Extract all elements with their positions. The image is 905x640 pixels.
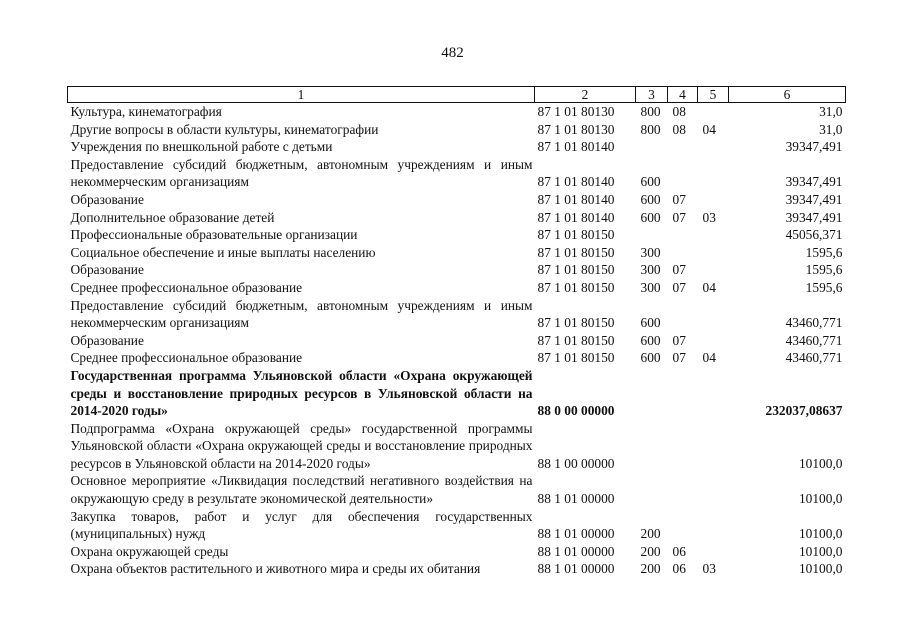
table-row [68,543,846,561]
row-code: 88 1 01 00000 [537,526,615,542]
row-subsection [698,138,729,156]
row-expense-type: 300 [640,279,661,295]
table-row [68,121,846,139]
row-code: 87 1 01 80150 [537,332,615,348]
row-expense-type: 200 [640,543,661,559]
row-section: 06 [672,543,686,559]
row-expense-type: 300 [640,244,661,260]
row-code: 88 1 01 00000 [537,561,615,577]
row-name: Образование [70,332,144,348]
header-col-2: 2 [535,87,636,103]
row-section [668,297,698,332]
row-amount: 10100,0 [798,543,843,559]
row-expense-type [636,226,668,244]
row-expense-type: 600 [640,174,661,190]
row-section: 08 [672,121,686,137]
row-section: 06 [672,561,686,577]
row-subsection [698,508,729,543]
row-subsection [698,261,729,279]
row-section [668,138,698,156]
row-name: Дополнительное образование детей [70,209,275,225]
table-row [68,332,846,350]
row-subsection [698,191,729,209]
row-amount: 39347,491 [785,191,843,207]
row-expense-type: 800 [640,104,661,119]
row-code: 87 1 01 80140 [537,209,615,225]
row-amount: 10100,0 [798,491,843,507]
row-section: 07 [672,279,686,295]
row-section: 07 [672,262,686,278]
row-expense-type: 600 [640,332,661,348]
row-code: 87 1 01 80130 [537,121,615,137]
row-section: 07 [672,191,686,207]
row-amount: 39347,491 [785,139,843,155]
row-code: 88 1 01 00000 [537,543,615,559]
row-amount: 43460,771 [785,315,843,331]
table-row [68,261,846,279]
row-section [668,156,698,191]
row-subsection: 04 [702,121,716,137]
table-row [68,103,846,121]
row-subsection: 04 [702,279,716,295]
row-amount: 39347,491 [785,209,843,225]
row-name: Среднее профессиональное образование [70,350,303,366]
row-section [668,226,698,244]
table-row [68,279,846,297]
row-amount: 1595,6 [805,244,843,260]
row-name: Закупка товаров, работ и услуг для обеспечения государственных (муниципальных) нужд [70,508,533,542]
row-expense-type: 300 [640,262,661,278]
table-row [68,420,846,473]
row-section: 07 [672,209,686,225]
row-section: 07 [672,350,686,366]
row-subsection [698,103,729,121]
table-row [68,472,846,507]
row-expense-type [636,420,668,473]
row-name: Охрана окружающей среды [70,543,229,559]
row-amount: 10100,0 [798,455,843,471]
row-amount: 43460,771 [785,350,843,366]
row-subsection [698,472,729,507]
table-row [68,156,846,191]
row-subsection [698,367,729,420]
row-name: Профессиональные образовательные организации [70,227,358,243]
row-amount: 10100,0 [798,526,843,542]
table-row [68,191,846,209]
header-col-6: 6 [729,87,846,103]
row-section: 08 [672,104,686,119]
row-expense-type: 200 [640,526,661,542]
row-subsection [698,543,729,561]
row-code: 87 1 01 80130 [537,104,615,119]
row-amount: 45056,371 [785,227,843,243]
table-header [68,87,846,103]
row-name: Социальное обеспечение и иные выплаты населению [70,244,376,260]
table-row [68,297,846,332]
row-amount: 1595,6 [805,262,843,278]
row-section [668,244,698,262]
row-section [668,420,698,473]
row-code: 87 1 01 80150 [537,315,615,331]
row-amount: 43460,771 [785,332,843,348]
table-row [68,508,846,543]
page-number: 482 [441,45,464,61]
row-amount: 39347,491 [785,174,843,190]
row-expense-type: 600 [640,350,661,366]
row-name: Культура, кинематография [70,104,222,119]
row-code: 87 1 01 80150 [537,262,615,278]
row-subsection [698,156,729,191]
row-expense-type [636,367,668,420]
row-code: 88 1 00 00000 [537,455,615,471]
row-expense-type: 800 [640,121,661,137]
row-name: Основное мероприятие «Ликвидация последствий негативного воздействия на окружающую среду в результате экономической деятельности» [70,473,533,507]
row-code: 87 1 01 80140 [537,174,615,190]
row-code: 87 1 01 80140 [537,191,615,207]
table-body [68,103,846,579]
row-code: 88 0 00 00000 [537,403,615,419]
row-amount: 10100,0 [798,561,843,577]
row-amount: 31,0 [819,121,843,137]
row-expense-type [636,472,668,507]
row-subsection [698,332,729,350]
row-code: 87 1 01 80140 [537,139,615,155]
row-name: Образование [70,191,144,207]
row-name: Государственная программа Ульяновской области «Охрана окружающей среды и восстановление природных ресурсов в Ульяновской области на 2014-2020 годы» [70,367,533,419]
row-code: 87 1 01 80150 [537,350,615,366]
row-subsection [698,297,729,332]
budget-table [67,86,846,578]
table-row [68,226,846,244]
row-section: 07 [672,332,686,348]
row-code: 88 1 01 00000 [537,491,615,507]
row-subsection [698,420,729,473]
table-row [68,560,846,578]
row-expense-type [636,138,668,156]
row-name: Учреждения по внешкольной работе с детьми [70,139,333,155]
header-row [68,87,846,103]
table-row [68,209,846,227]
row-amount: 1595,6 [805,279,843,295]
row-subsection: 04 [702,350,716,366]
row-name: Среднее профессиональное образование [70,279,303,295]
row-section [668,508,698,543]
row-subsection: 03 [702,209,716,225]
table-row [68,138,846,156]
row-section [668,472,698,507]
row-section [668,367,698,420]
header-col-5: 5 [698,87,729,103]
table-row [68,349,846,367]
row-amount: 31,0 [819,104,843,119]
row-expense-type: 600 [640,209,661,225]
table-row [68,244,846,262]
row-subsection [698,244,729,262]
header-col-3: 3 [636,87,668,103]
table-row [68,367,846,420]
row-name: Предоставление субсидий бюджетным, автономным учреждениям и иным некоммерческим организациям [70,156,533,190]
row-expense-type: 200 [640,561,661,577]
row-name: Охрана объектов растительного и животного мира и среды их обитания [70,561,481,577]
row-amount: 232037,08637 [765,403,843,419]
row-name: Предоставление субсидий бюджетным, автономным учреждениям и иным некоммерческим организациям [70,297,533,331]
row-subsection: 03 [702,561,716,577]
row-name: Подпрограмма «Охрана окружающей среды» государственной программы Ульяновской области «Охрана окружающей среды и восстановление природных ресурсов в Ульяновской области на 2014-2020 годы» [70,420,533,471]
row-name: Образование [70,262,144,278]
row-expense-type: 600 [640,191,661,207]
row-subsection [698,226,729,244]
header-col-1: 1 [68,87,535,103]
row-expense-type: 600 [640,315,661,331]
header-col-4: 4 [668,87,698,103]
row-code: 87 1 01 80150 [537,244,615,260]
row-code: 87 1 01 80150 [537,279,615,295]
row-name: Другие вопросы в области культуры, кинематографии [70,121,379,137]
row-code: 87 1 01 80150 [537,227,615,243]
